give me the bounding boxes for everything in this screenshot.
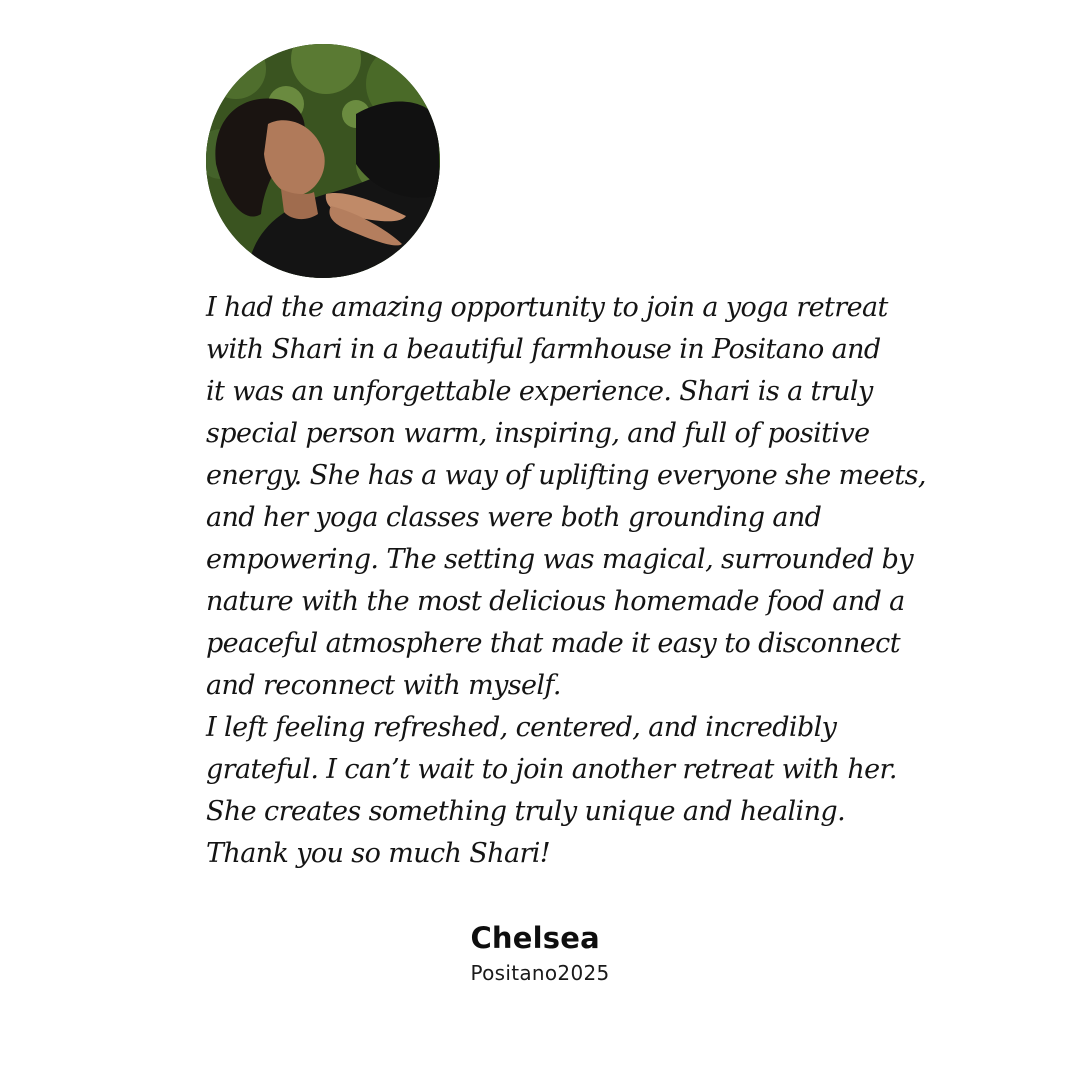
testimonial-line: I had the amazing opportunity to join a yoga retreat [206, 292, 888, 323]
testimonial-line: and reconnect with myself. [206, 670, 561, 701]
author-block [0, 918, 1080, 988]
author-inner [470, 918, 609, 988]
testimonial-line: grateful. I can’t wait to join another retreat with her. [206, 754, 897, 785]
testimonial-line: nature with the most delicious homemade food and a [206, 586, 905, 617]
testimonial-line: special person warm, inspiring, and full of positive [206, 418, 870, 449]
testimonial-line: it was an unforgettable experience. Shari is a truly [206, 376, 873, 407]
testimonial-line: She creates something truly unique and healing. [206, 796, 846, 827]
testimonial-line: with Shari in a beautiful farmhouse in Positano and [206, 334, 881, 365]
testimonial-line: peaceful atmosphere that made it easy to disconnect [206, 628, 900, 659]
reviewer-avatar [206, 44, 440, 278]
testimonial-line: energy. She has a way of uplifting everyone she meets, [206, 460, 926, 491]
testimonial-quote [206, 287, 926, 875]
testimonial-line: empowering. The setting was magical, surrounded by [206, 544, 914, 575]
author-tag: Positano2025 [470, 961, 610, 985]
author-name: Chelsea [470, 921, 600, 955]
reviewer-photo-icon [206, 44, 440, 278]
testimonial-line: I left feeling refreshed, centered, and incredibly [206, 712, 837, 743]
testimonial-line: and her yoga classes were both grounding and [206, 502, 822, 533]
testimonial-line: Thank you so much Shari! [206, 838, 551, 869]
